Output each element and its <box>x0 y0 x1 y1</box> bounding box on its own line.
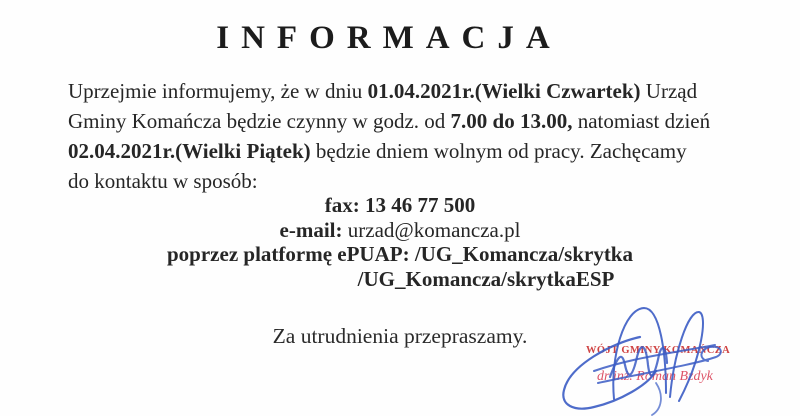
text-segment: Urząd <box>640 79 698 103</box>
text-segment: Uprzejmie informujemy, że w dniu <box>68 79 368 103</box>
email-address: urzad@komancza.pl <box>347 217 521 242</box>
epuap-line-1: poprzez platformę ePUAP: /UG_Komancza/skrytka <box>167 242 633 266</box>
closing-line: Za utrudnienia przepraszamy. <box>272 324 528 348</box>
text-segment-bold: 01.04.2021r.(Wielki Czwartek) <box>367 79 641 103</box>
paragraph-line <box>68 136 728 166</box>
paragraph-line <box>68 106 728 136</box>
stamp-person-name: dr inż. Roman Bzdyk <box>597 369 713 384</box>
announcement-paragraph <box>68 76 728 196</box>
email-label: e-mail: <box>279 217 348 242</box>
email-line <box>0 218 800 243</box>
page-title: INFORMACJA <box>216 20 562 56</box>
paragraph-line <box>68 166 728 196</box>
signature-block <box>552 295 742 416</box>
text-segment-bold: 7.00 do 13.00, <box>450 109 573 133</box>
epuap-line-2: /UG_Komancza/skrytkaESP <box>357 266 615 291</box>
text-segment: będzie dniem wolnym od pracy. Zachęcamy <box>310 139 687 163</box>
text-segment: do kontaktu w sposób: <box>68 169 258 193</box>
stamp-office-title: WÓJT GMINY KOMAŃCZA <box>586 345 731 356</box>
contact-block <box>0 193 800 291</box>
text-segment: natomiast dzień <box>572 109 711 133</box>
text-segment-bold: 02.04.2021r.(Wielki Piątek) <box>68 139 311 163</box>
paragraph-line <box>68 76 728 106</box>
text-segment: Gminy Komańcza będzie czynny w godz. od <box>68 109 451 133</box>
fax-line: fax: 13 46 77 500 <box>324 193 476 217</box>
